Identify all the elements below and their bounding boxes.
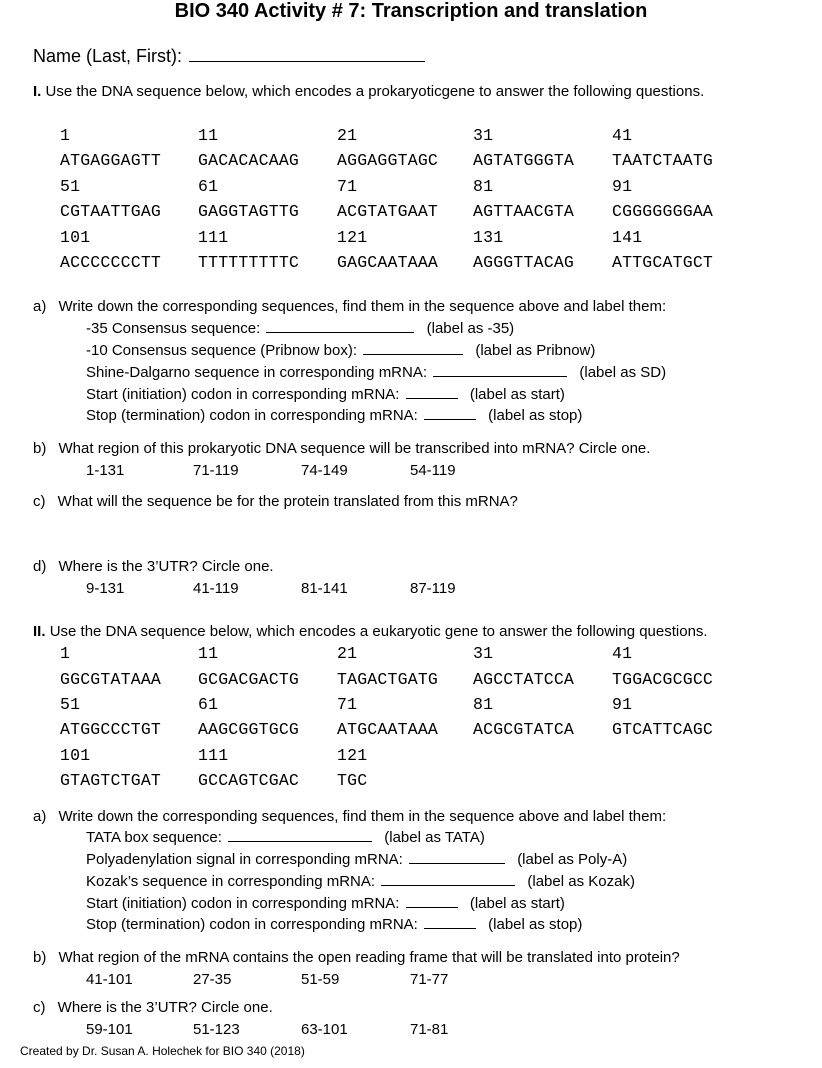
answer-blank[interactable] bbox=[406, 397, 458, 399]
position-number: 1 bbox=[60, 126, 71, 145]
position-number: 91 bbox=[612, 695, 633, 714]
question-prompt: Write down the corresponding sequences, find them in the sequence above and label them: bbox=[58, 808, 667, 825]
part1-instruction bbox=[33, 83, 704, 100]
part1-question-a bbox=[33, 298, 666, 315]
name-field-row bbox=[33, 46, 427, 67]
answer-item-tag: (label as SD) bbox=[579, 364, 667, 381]
position-number: 31 bbox=[473, 644, 494, 663]
dna-segment: ATGCAATAAA bbox=[337, 720, 439, 739]
part1-numeral: I. bbox=[33, 83, 42, 100]
answer-item bbox=[86, 895, 565, 912]
choice-option[interactable]: 51-59 bbox=[301, 971, 340, 988]
answer-item-tag: (label as stop) bbox=[488, 407, 583, 424]
answer-blank[interactable] bbox=[424, 927, 476, 929]
dna-segment: AAGCGGTGCG bbox=[198, 720, 300, 739]
dna-segment: AGTATGGGTA bbox=[473, 151, 575, 170]
question-letter: a) bbox=[33, 808, 47, 825]
dna-segment: GTCATTCAGC bbox=[612, 720, 714, 739]
question-prompt: What region of the mRNA contains the open reading frame that will be translated into protein? bbox=[58, 949, 680, 966]
question-prompt: Where is the 3’UTR? Circle one. bbox=[58, 558, 274, 575]
answer-blank[interactable] bbox=[228, 840, 372, 842]
choice-option[interactable]: 87-119 bbox=[410, 580, 456, 597]
footer-credit: Created by Dr. Susan A. Holechek for BIO 340 (2018) bbox=[20, 1044, 305, 1058]
answer-item-label: Shine-Dalgarno sequence in corresponding mRNA: bbox=[86, 364, 428, 381]
question-letter: a) bbox=[33, 298, 47, 315]
answer-item-tag: (label as TATA) bbox=[384, 829, 485, 846]
position-number: 111 bbox=[198, 228, 229, 247]
position-number: 11 bbox=[198, 126, 219, 145]
choice-option[interactable]: 71-81 bbox=[410, 1021, 449, 1038]
dna-segment: GAGGTAGTTG bbox=[198, 202, 300, 221]
dna-segment: AGCCTATCCA bbox=[473, 670, 575, 689]
part1-question-b bbox=[33, 440, 650, 457]
choice-option[interactable]: 59-101 bbox=[86, 1021, 133, 1038]
choice-option[interactable]: 71-77 bbox=[410, 971, 449, 988]
choice-option[interactable]: 41-119 bbox=[193, 580, 239, 597]
dna-segment: GTAGTCTGAT bbox=[60, 771, 162, 790]
question-prompt: Where is the 3’UTR? Circle one. bbox=[57, 999, 273, 1016]
answer-item-label: -10 Consensus sequence (Pribnow box): bbox=[86, 342, 357, 359]
position-number: 121 bbox=[337, 746, 368, 765]
part2-numeral: II. bbox=[33, 623, 46, 640]
dna-segment: ACCCCCCCTT bbox=[60, 253, 162, 272]
answer-item-tag: (label as start) bbox=[469, 386, 565, 403]
dna-segment: TAGACTGATG bbox=[337, 670, 439, 689]
choice-option[interactable]: 63-101 bbox=[301, 1021, 348, 1038]
position-number: 131 bbox=[473, 228, 504, 247]
position-number: 61 bbox=[198, 177, 219, 196]
position-number: 51 bbox=[60, 695, 81, 714]
position-number: 31 bbox=[473, 126, 494, 145]
part2-question-a bbox=[33, 808, 666, 825]
dna-segment: TGGACGCGCC bbox=[612, 670, 714, 689]
name-answer-line[interactable] bbox=[189, 60, 425, 62]
page-title: BIO 340 Activity # 7: Transcription and translation bbox=[174, 0, 648, 22]
question-letter: c) bbox=[33, 493, 46, 510]
dna-segment: GCCAGTCGAC bbox=[198, 771, 300, 790]
answer-item bbox=[86, 407, 582, 424]
choice-option[interactable]: 9-131 bbox=[86, 580, 125, 597]
dna-segment: ATGAGGAGTT bbox=[60, 151, 162, 170]
choice-option[interactable]: 27-35 bbox=[193, 971, 232, 988]
dna-segment: ATGGCCCTGT bbox=[60, 720, 162, 739]
answer-item-tag: (label as -35) bbox=[426, 320, 515, 337]
choice-option[interactable]: 71-119 bbox=[193, 462, 239, 479]
dna-segment: GAGCAATAAA bbox=[337, 253, 439, 272]
question-letter: b) bbox=[33, 949, 47, 966]
position-number: 81 bbox=[473, 695, 494, 714]
position-number: 21 bbox=[337, 644, 358, 663]
answer-item-label: Kozak’s sequence in corresponding mRNA: bbox=[86, 873, 376, 890]
part2-instruction bbox=[33, 623, 708, 640]
position-number: 71 bbox=[337, 695, 358, 714]
answer-item bbox=[86, 851, 627, 868]
dna-segment: CGTAATTGAG bbox=[60, 202, 162, 221]
question-letter: c) bbox=[33, 999, 46, 1016]
answer-item-label: TATA box sequence: bbox=[86, 829, 222, 846]
answer-blank[interactable] bbox=[381, 884, 515, 886]
answer-item bbox=[86, 916, 582, 933]
dna-segment: TGC bbox=[337, 771, 368, 790]
question-letter: b) bbox=[33, 440, 47, 457]
dna-segment: GACACACAAG bbox=[198, 151, 300, 170]
dna-segment: AGTTAACGTA bbox=[473, 202, 575, 221]
answer-item bbox=[86, 342, 595, 359]
part2-question-b bbox=[33, 949, 680, 966]
answer-item-tag: (label as Poly-A) bbox=[517, 851, 628, 868]
answer-item-label: Stop (termination) codon in corresponding mRNA: bbox=[86, 916, 418, 933]
part2-instruction-text: Use the DNA sequence below, which encodes a eukaryotic gene to answer the following questions. bbox=[49, 623, 708, 640]
position-number: 81 bbox=[473, 177, 494, 196]
answer-blank[interactable] bbox=[409, 862, 505, 864]
answer-item bbox=[86, 386, 565, 403]
dna-segment: AGGGTTACAG bbox=[473, 253, 575, 272]
answer-blank[interactable] bbox=[424, 418, 476, 420]
answer-item bbox=[86, 320, 514, 337]
answer-item-label: Start (initiation) codon in corresponding mRNA: bbox=[86, 895, 400, 912]
answer-blank[interactable] bbox=[363, 353, 463, 355]
dna-segment: TTTTTTTTTC bbox=[198, 253, 300, 272]
dna-segment: ATTGCATGCT bbox=[612, 253, 714, 272]
dna-segment: GCGACGACTG bbox=[198, 670, 300, 689]
position-number: 71 bbox=[337, 177, 358, 196]
part2-question-c bbox=[33, 999, 273, 1016]
answer-item-tag: (label as Kozak) bbox=[527, 873, 635, 890]
position-number: 61 bbox=[198, 695, 219, 714]
question-prompt: What will the sequence be for the protein translated from this mRNA? bbox=[57, 493, 518, 510]
choice-option[interactable]: 81-141 bbox=[301, 580, 348, 597]
name-label: Name (Last, First): bbox=[33, 46, 183, 66]
dna-segment: ACGTATGAAT bbox=[337, 202, 439, 221]
position-number: 41 bbox=[612, 644, 633, 663]
answer-item-label: -35 Consensus sequence: bbox=[86, 320, 261, 337]
answer-item bbox=[86, 364, 666, 381]
answer-blank[interactable] bbox=[266, 331, 414, 333]
answer-blank[interactable] bbox=[406, 906, 458, 908]
choice-option[interactable]: 1-131 bbox=[86, 462, 125, 479]
answer-item-label: Polyadenylation signal in corresponding mRNA: bbox=[86, 851, 403, 868]
dna-segment: AGGAGGTAGC bbox=[337, 151, 439, 170]
dna-segment: ACGCGTATCA bbox=[473, 720, 575, 739]
position-number: 141 bbox=[612, 228, 643, 247]
dna-segment: CGGGGGGGAA bbox=[612, 202, 714, 221]
part1-instruction-text: Use the DNA sequence below, which encodes a prokaryoticgene to answer the following questions. bbox=[45, 83, 705, 100]
position-number: 101 bbox=[60, 746, 91, 765]
answer-item-tag: (label as stop) bbox=[488, 916, 583, 933]
dna-segment: GGCGTATAAA bbox=[60, 670, 162, 689]
answer-item-label: Stop (termination) codon in corresponding mRNA: bbox=[86, 407, 418, 424]
answer-item bbox=[86, 873, 635, 890]
dna-segment: TAATCTAATG bbox=[612, 151, 714, 170]
part1-question-c bbox=[33, 493, 518, 510]
question-letter: d) bbox=[33, 558, 47, 575]
position-number: 91 bbox=[612, 177, 633, 196]
question-prompt: Write down the corresponding sequences, find them in the sequence above and label them: bbox=[58, 298, 667, 315]
answer-item-tag: (label as start) bbox=[469, 895, 565, 912]
answer-blank[interactable] bbox=[433, 375, 567, 377]
position-number: 51 bbox=[60, 177, 81, 196]
choice-option[interactable]: 74-149 bbox=[301, 462, 348, 479]
position-number: 11 bbox=[198, 644, 219, 663]
position-number: 21 bbox=[337, 126, 358, 145]
position-number: 1 bbox=[60, 644, 71, 663]
answer-item-tag: (label as Pribnow) bbox=[475, 342, 596, 359]
question-prompt: What region of this prokaryotic DNA sequence will be transcribed into mRNA? Circle one. bbox=[58, 440, 651, 457]
part1-question-d bbox=[33, 558, 274, 575]
choice-option[interactable]: 54-119 bbox=[410, 462, 456, 479]
position-number: 121 bbox=[337, 228, 368, 247]
answer-item-label: Start (initiation) codon in corresponding mRNA: bbox=[86, 386, 400, 403]
answer-item bbox=[86, 829, 485, 846]
choice-option[interactable]: 51-123 bbox=[193, 1021, 240, 1038]
choice-option[interactable]: 41-101 bbox=[86, 971, 133, 988]
position-number: 101 bbox=[60, 228, 91, 247]
position-number: 111 bbox=[198, 746, 229, 765]
position-number: 41 bbox=[612, 126, 633, 145]
